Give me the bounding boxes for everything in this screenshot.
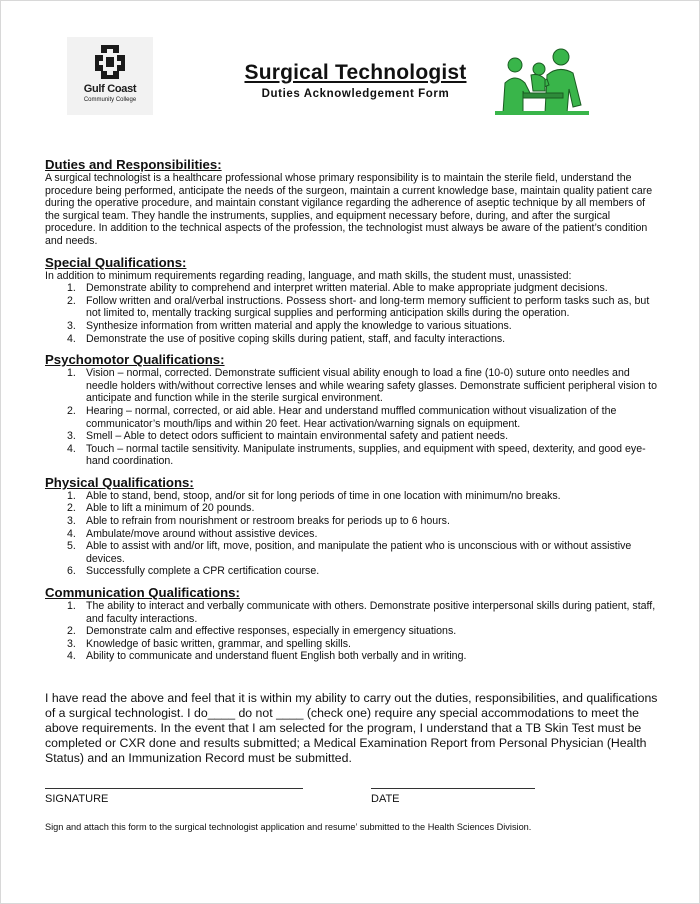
special-intro: In addition to minimum requirements regarding reading, language, and math skills, the student must, unassisted: xyxy=(45,269,572,282)
footer-note: Sign and attach this form to the surgical technologist application and resume’ submitted to the Health Sciences Division. xyxy=(45,822,532,832)
date-line[interactable] xyxy=(371,788,535,789)
list-item: 4. Demonstrate the use of positive coping skills during patient, staff, and faculty interactions. xyxy=(67,332,506,345)
list-item: 3. Able to refrain from nourishment or restroom breaks for periods up to 6 hours. xyxy=(67,515,450,528)
psychomotor-heading: Psychomotor Qualifications: xyxy=(45,352,225,368)
list-item: 2. Demonstrate calm and effective responses, especially in emergency situations. xyxy=(67,625,457,638)
page-subtitle: Duties Acknowledgement Form xyxy=(261,88,450,100)
special-list xyxy=(45,282,659,345)
list-item: 3. Smell – Able to detect odors sufficient to maintain environmental safety and patient needs. xyxy=(67,430,509,443)
list-item: 2. Follow written and oral/verbal instructions. Possess short- and long-term memory sufficient to perform tasks such as, but not limited to, mentally tracking surgical supplies and performing anticipation skills during the operation. xyxy=(67,294,650,320)
special-qualifications-section xyxy=(45,256,659,346)
psychomotor-list xyxy=(45,367,659,468)
list-item: 1. Vision – normal, corrected. Demonstrate sufficient visual ability enough to load a fine (10-0) suture onto needles and needle holders with/without corrective lenses and while wearing safety glasses. Demonstrate sufficient peripheral vision to anticipate and function while in the sterile surgical environment. xyxy=(67,367,657,405)
special-heading: Special Qualifications: xyxy=(45,254,187,270)
communication-section xyxy=(45,586,659,663)
physical-heading: Physical Qualifications: xyxy=(45,474,194,490)
duties-text: A surgical technologist is a healthcare professional whose primary responsibility is to maintain the sterile field, understand the procedure being performed, anticipate the needs of the surgeon, maintain a current knowledge base, maintain quality patient care during the operative procedure, and maintain constant vigilance regarding the adherence of aseptic technique by all members of the surgical team. They handle the instruments, supplies, and equipment necessary before, during, and after the surgical procedure. In addition to the technical aspects of the profession, the technologist must always be aware of the patient’s condition and needs. xyxy=(45,172,653,247)
list-item: 3. Synthesize information from written material and apply the knowledge to various situations. xyxy=(67,319,512,332)
acknowledgement-statement: I have read the above and feel that it is within my ability to carry out the duties, responsibilities, and qualifications of a surgical technologist. I do____ do not ____ (check one) require any special accommodations to meet the above requirements. In the event that I am selected for the program, I understand that a TB Skin Test must be completed or CXR done and results submitted; a Medical Examination Report from Personal Physician (Health Status) and an Immunization Record must be submitted. xyxy=(45,691,658,765)
physical-list xyxy=(45,490,659,578)
page-title: Surgical Technologist xyxy=(244,61,467,84)
communication-list xyxy=(45,600,659,663)
list-item: 3. Knowledge of basic written, grammar, and spelling skills. xyxy=(67,637,351,650)
list-item: 4. Touch – normal tactile sensitivity. Manipulate instruments, supplies, and equipment with speed, dexterity, and good eye-hand coordination. xyxy=(67,442,646,468)
psychomotor-section xyxy=(45,353,659,468)
signature-row xyxy=(45,788,659,822)
college-logo xyxy=(67,37,153,115)
document-body xyxy=(45,158,659,833)
list-item: 2. Hearing – normal, corrected, or aid able. Hear and understand muffled communication without visualization of the communicator’s mouth/lips and within 20 feet. Hear activation/warning signals on equipment. xyxy=(67,404,617,430)
logo-subtitle: Community College xyxy=(83,97,137,103)
logo-name: Gulf Coast xyxy=(83,83,137,95)
list-item: 4. Ability to communicate and understand fluent English both verbally and in writing. xyxy=(67,650,467,663)
list-item: 1. Able to stand, bend, stoop, and/or sit for long periods of time in one location with minimum/no breaks. xyxy=(67,489,561,502)
list-item: 1. The ability to interact and verbally communicate with others. Demonstrate positive interpersonal skills during patient, staff, and faculty interactions. xyxy=(67,600,656,625)
list-item: 2. Able to lift a minimum of 20 pounds. xyxy=(67,502,255,515)
signature-label: SIGNATURE xyxy=(45,793,109,805)
list-item: 5. Able to assist with and/or lift, move, position, and manipulate the patient who is unconscious with or without assistive devices. xyxy=(67,540,632,565)
surgeons-clipart-icon xyxy=(495,45,589,115)
duties-section xyxy=(45,158,659,248)
list-item: 4. Ambulate/move around without assistive devices. xyxy=(67,527,318,540)
communication-heading: Communication Qualifications: xyxy=(45,585,240,601)
list-item: 6. Successfully complete a CPR certification course. xyxy=(67,565,320,578)
signature-line[interactable] xyxy=(45,788,303,789)
physical-section xyxy=(45,476,659,578)
date-label: DATE xyxy=(371,793,400,805)
duties-heading: Duties and Responsibilities: xyxy=(45,157,222,172)
college-emblem-icon xyxy=(93,43,127,81)
list-item: 1. Demonstrate ability to comprehend and interpret written material. Able to make appropriate judgment decisions. xyxy=(67,282,608,295)
